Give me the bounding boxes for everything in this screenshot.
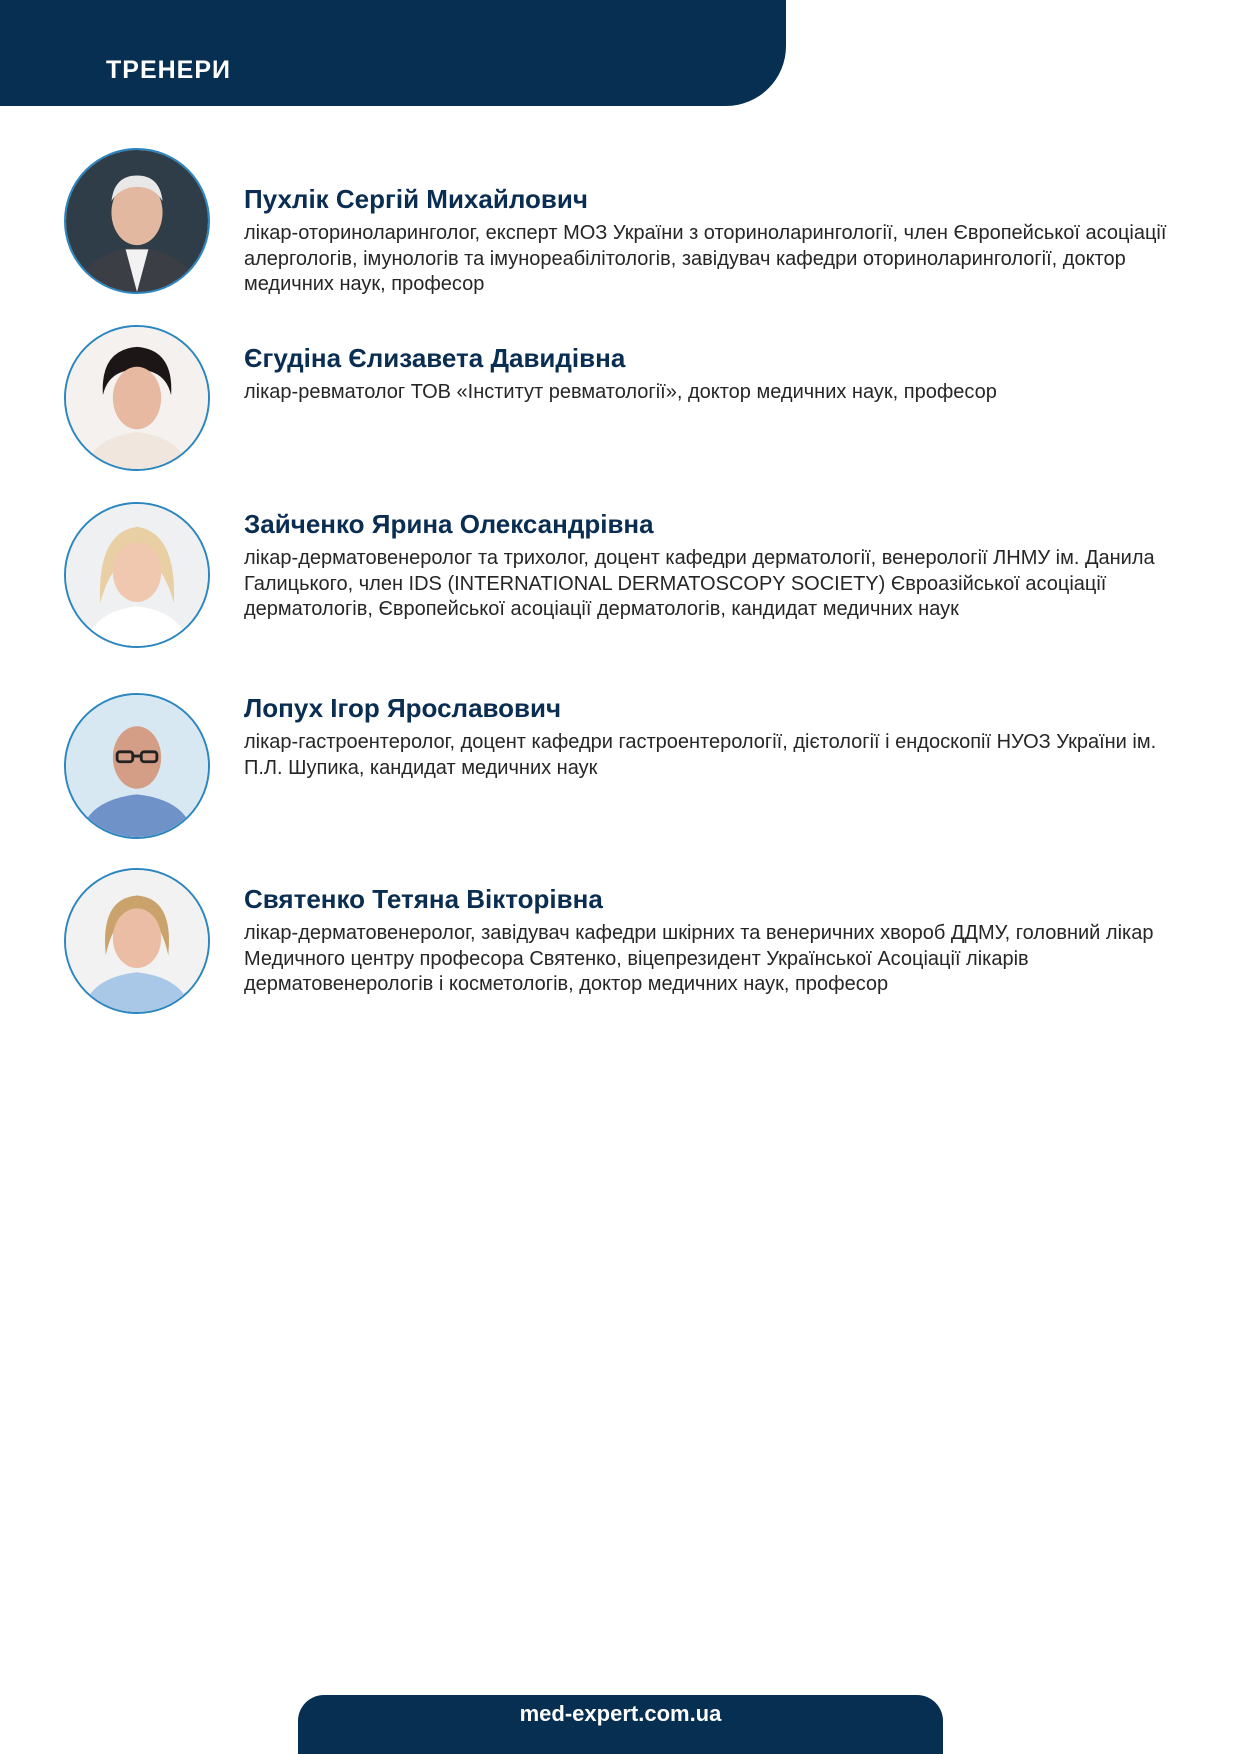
trainer-name: Лопух Ігор Ярославович [244,693,562,723]
trainer-photo [64,868,210,1014]
header-band [0,0,786,106]
trainer-description: лікар-дерматовенеролог, завідувач кафедри шкірних та венеричних хвороб ДДМУ, головний лікар Медичного центру професора Святенко, віцепрезидент Української Асоціації лікарів дерматовенерологів і косметологів, доктор медичних наук, професор [244,922,1154,995]
trainer-name: Єгудіна Єлизавета Давидівна [244,343,626,373]
page-title: ТРЕНЕРИ [106,56,231,84]
footer-band [298,1695,943,1754]
trainer-name: Зайченко Ярина Олександрівна [244,509,654,539]
trainer-description: лікар-гастроентеролог, доцент кафедри гастроентерології, дієтології і ендоскопії НУОЗ України ім. П.Л. Шупика, кандидат медичних наук [244,731,1157,779]
trainer-photo [64,502,210,648]
trainer-description: лікар-оториноларинголог, експерт МОЗ України з оториноларингології, член Європейської асоціації алергологів, імунологів та імунореабілітологів, завідувач кафедри оториноларингології, доктор медичних наук, професор [244,222,1167,295]
trainer-name: Святенко Тетяна Вікторівна [244,884,603,914]
trainer-name: Пухлік Сергій Михайлович [244,184,588,214]
trainer-photo [64,148,210,294]
trainer-photo [64,693,210,839]
trainer-description: лікар-ревматолог ТОВ «Інститут ревматології», доктор медичних наук, професор [244,381,997,403]
footer-website-link[interactable]: med-expert.com.ua [519,1701,722,1726]
trainer-photo [64,325,210,471]
trainer-description: лікар-дерматовенеролог та трихолог, доцент кафедри дерматології, венерології ЛНМУ ім. Данила Галицького, член IDS (INTERNATIONAL DERMATOSCOPY SOCIETY) Євроазійської асоціації дерматологів, Європейської асоціації дерматологів, кандидат медичних наук [244,547,1155,620]
